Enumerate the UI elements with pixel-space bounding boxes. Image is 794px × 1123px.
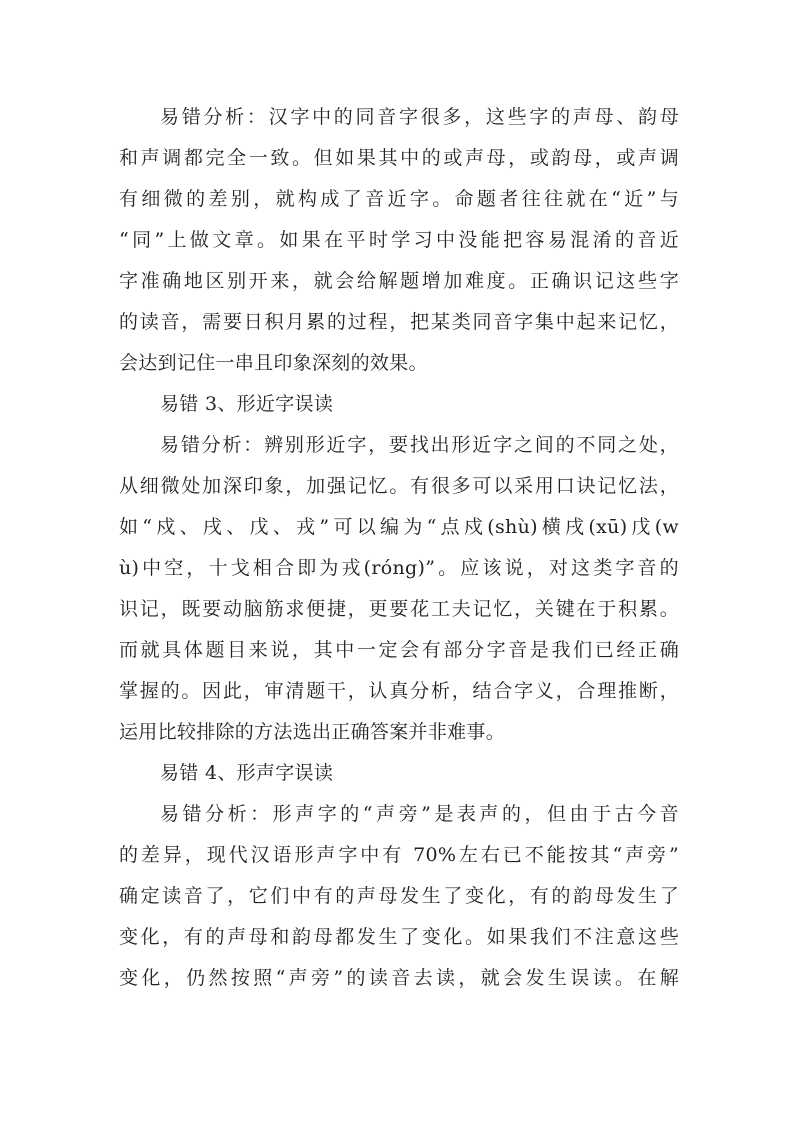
section-heading: 易错 3、形近字误读: [160, 393, 334, 415]
paragraph-line: 和声调都完全一致。但如果其中的或声母，或韵母，或声调: [119, 147, 679, 169]
paragraph-line: 易错分析：形声字的“声旁”是表声的，但由于古今音: [160, 803, 679, 825]
paragraph-line: 的差异，现代汉语形声字中有 70%左右已不能按其“声旁”: [119, 844, 679, 866]
paragraph-line: 易错分析：汉字中的同音字很多，这些字的声母、韵母: [160, 106, 679, 128]
paragraph-line: 字准确地区别开来，就会给解题增加难度。正确识记这些字: [119, 270, 679, 292]
section-heading: 易错 4、形声字误读: [160, 762, 334, 784]
paragraph-line: 变化，有的声母和韵母都发生了变化。如果我们不注意这些: [119, 926, 679, 948]
paragraph-line: 易错分析：辨别形近字，要找出形近字之间的不同之处，: [160, 434, 679, 456]
paragraph-line: 的读音，需要日积月累的过程，把某类同音字集中起来记忆，: [119, 311, 679, 333]
paragraph-line: ù)中空，十戈相合即为戎(róng)”。应该说，对这类字音的: [119, 557, 679, 579]
paragraph-line: 如“戍、戌、戊、戎”可以编为“点戍(shù)横戌(xū)戊(w: [119, 516, 679, 538]
paragraph-line: 有细微的差别，就构成了音近字。命题者往往就在“近”与: [119, 188, 679, 210]
paragraph-line: 从细微处加深印象，加强记忆。有很多可以采用口诀记忆法，: [119, 475, 679, 497]
paragraph-line: 变化，仍然按照“声旁”的读音去读，就会发生误读。在解: [119, 967, 679, 989]
paragraph-line: 会达到记住一串且印象深刻的效果。: [119, 352, 428, 374]
paragraph-line: 确定读音了，它们中有的声母发生了变化，有的韵母发生了: [119, 885, 679, 907]
paragraph-line: 运用比较排除的方法选出正确答案并非难事。: [119, 721, 506, 743]
paragraph-line: “同”上做文章。如果在平时学习中没能把容易混淆的音近: [119, 229, 679, 251]
paragraph-line: 掌握的。因此，审清题干，认真分析，结合字义，合理推断，: [119, 680, 679, 702]
paragraph-line: 而就具体题目来说，其中一定会有部分字音是我们已经正确: [119, 639, 679, 661]
paragraph-line: 识记，既要动脑筋求便捷，更要花工夫记忆，关键在于积累。: [119, 598, 679, 620]
